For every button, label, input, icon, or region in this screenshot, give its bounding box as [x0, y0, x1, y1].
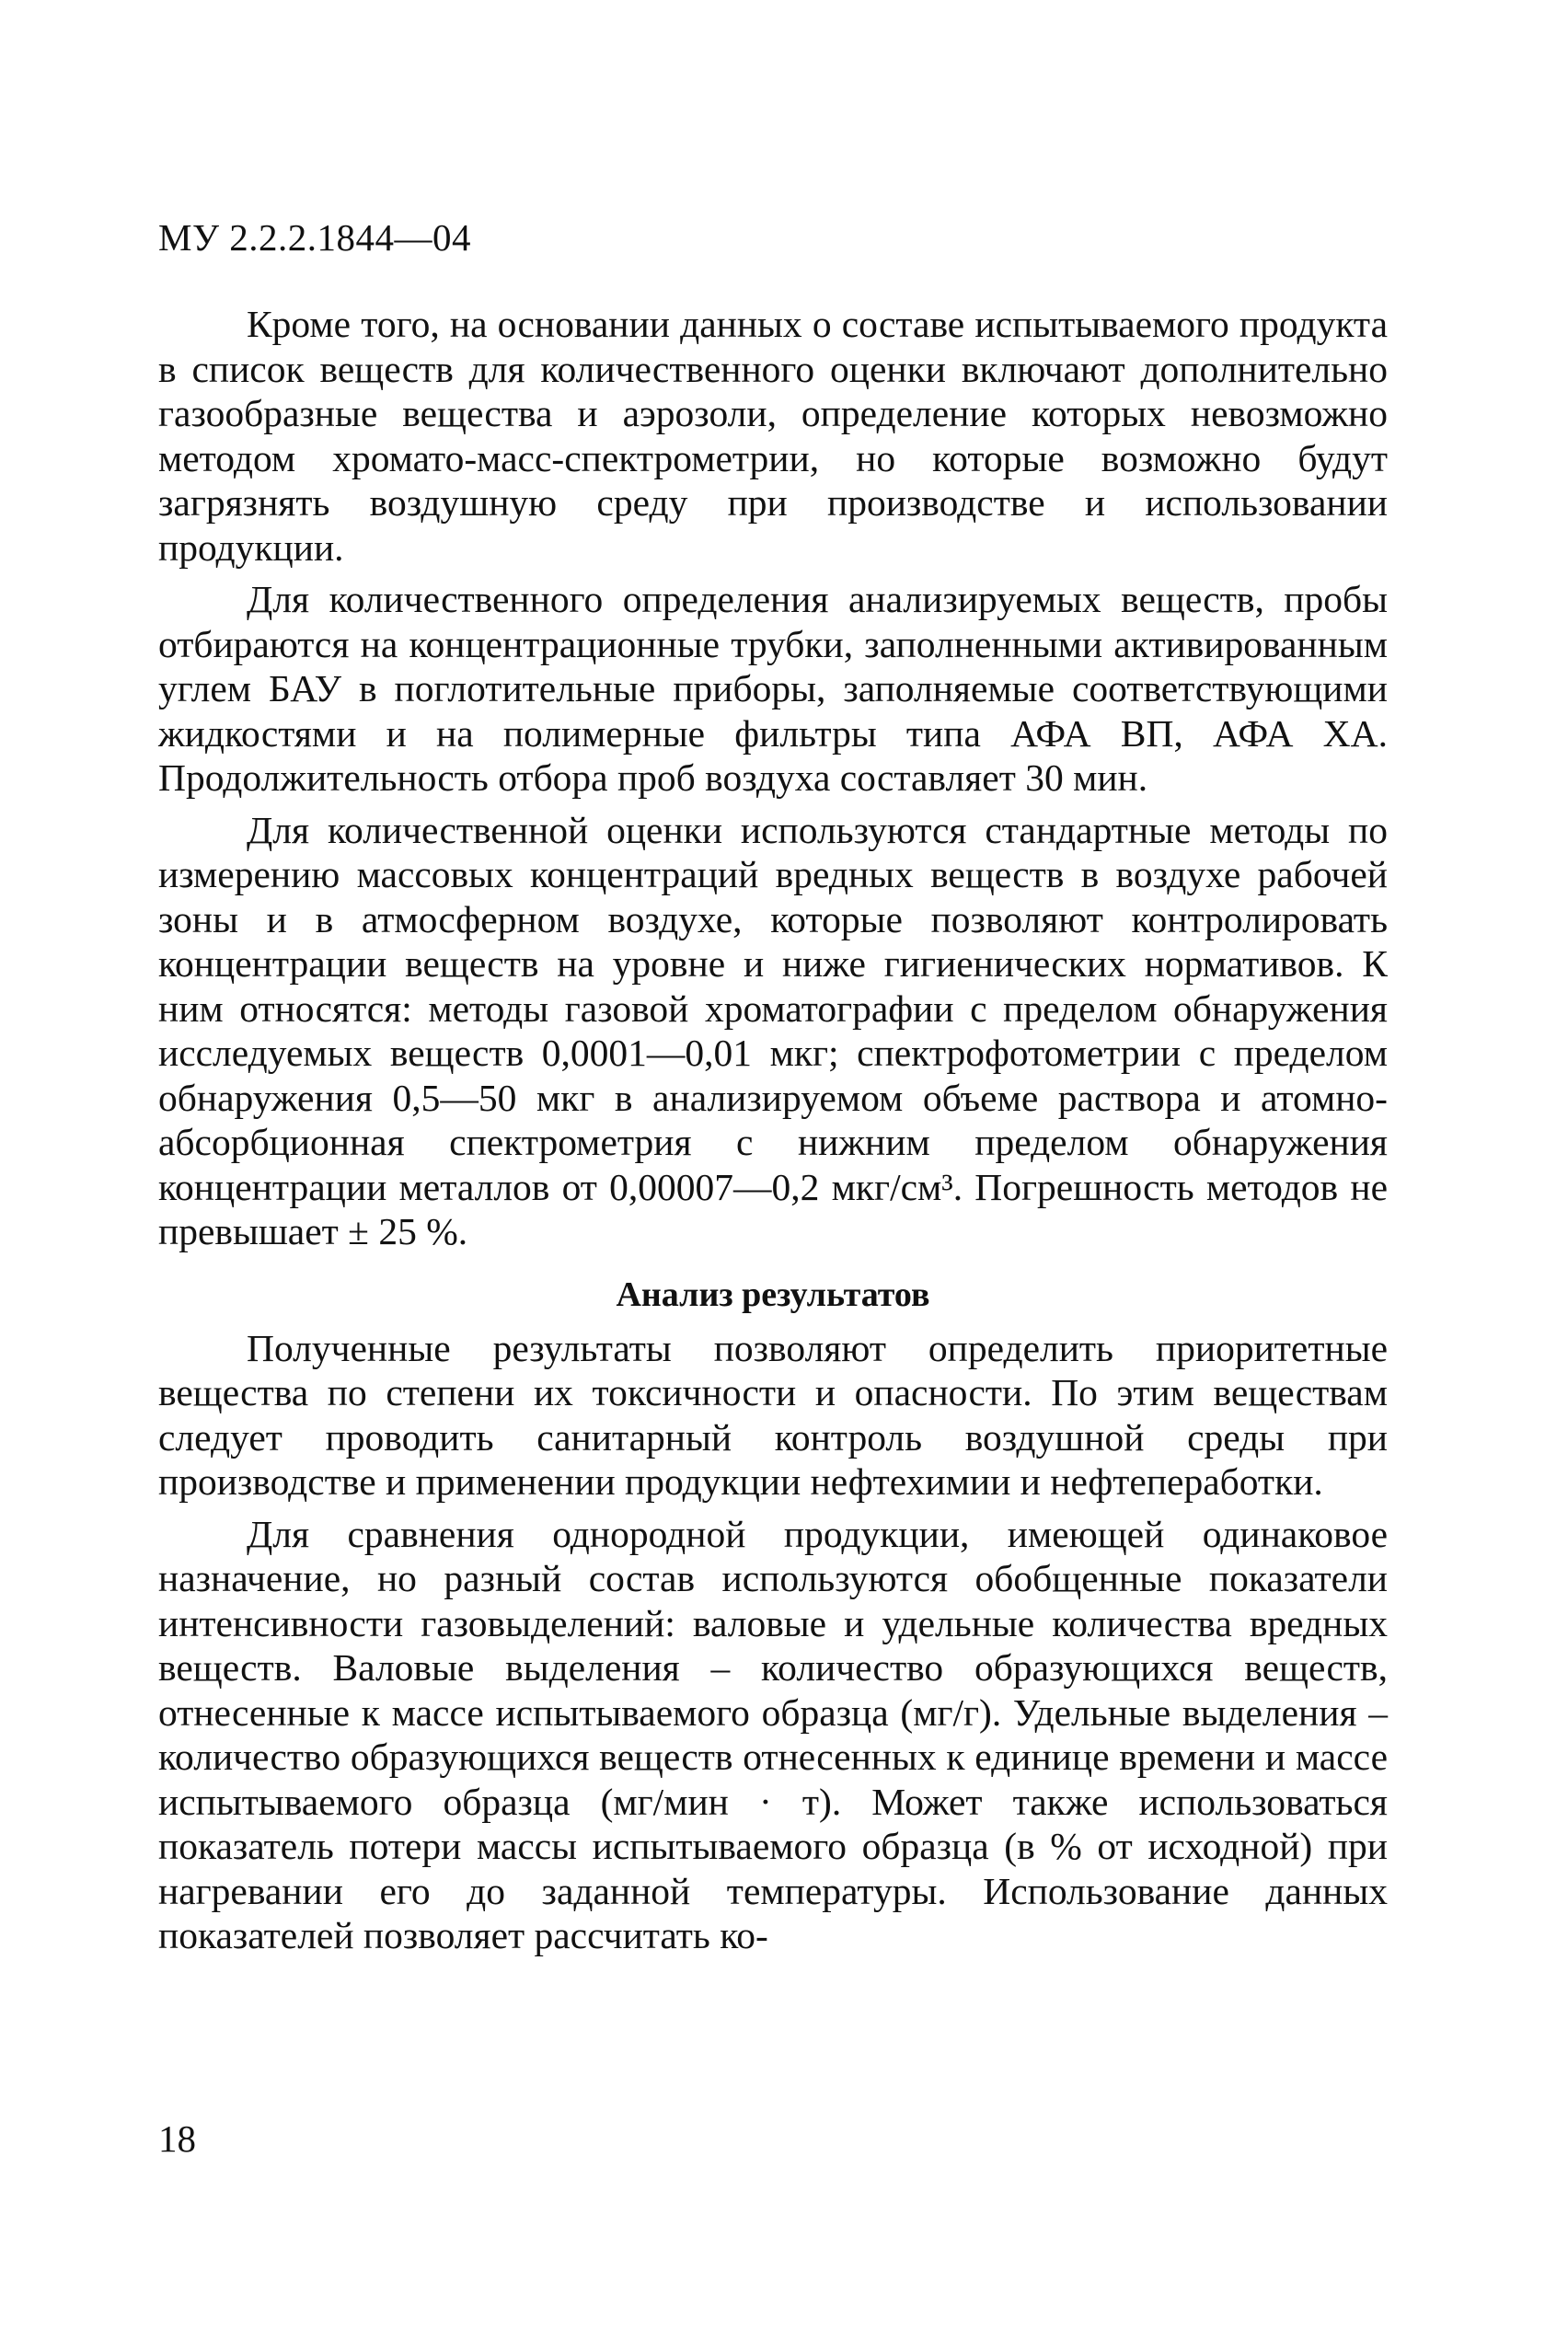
page-number: 18	[158, 2117, 196, 2160]
document-body	[158, 302, 1388, 1958]
paragraph-sampling: Для количественного определения анализируемых веществ, пробы отбираются на концентрационные трубки, заполненными активированным углем БАУ в поглотительные приборы, заполняемые соответствующими жидкостями и на полимерные фильтры типа АФА ВП, АФА ХА. Продолжительность отбора проб воздуха составляет 30 мин.	[158, 578, 1388, 799]
document-code-header: МУ 2.2.2.1844—04	[158, 216, 471, 259]
paragraph-priority-substances: Полученные результаты позволяют определить приоритетные вещества по степени их токсичности и опасности. По этим веществам следует проводить санитарный контроль воздушной среды при производстве и применении продукции нефтехимии и нефтепеработки.	[158, 1326, 1388, 1503]
paragraph-quantitative-methods: Для количественной оценки используются стандартные методы по измерению массовых концентраций вредных веществ в воздухе рабочей зоны и в атмосферном воздухе, которые позволяют контролировать концентрации веществ на уровне и ниже гигиенических нормативов. К ним относятся: методы газовой хроматографии с пределом обнаружения исследуемых веществ 0,0001—0,01 мкг; спектрофотометрии с пределом обнаружения 0,5—50 мкг в анализируемом объеме раствора и атомно-абсорбционная спектрометрия с нижним пределом обнаружения концентрации металлов от 0,00007—0,2 мкг/см³. Погрешность методов не превышает ± 25 %.	[158, 808, 1388, 1252]
paragraph-additional-substances: Кроме того, на основании данных о составе испытываемого продукта в список веществ для количественного оценки включают дополнительно газообразные вещества и аэрозоли, определение которых невозможно методом хромато-масс-спектрометрии, но которые возможно будут загрязнять воздушную среду при производстве и использовании продукции.	[158, 303, 1388, 569]
paragraph-generalized-indicators: Для сравнения однородной продукции, имеющей одинаковое назначение, но разный состав используются обобщенные показатели интенсивности газовыделений: валовые и удельные количества вредных веществ. Валовые выделения – количество образующихся веществ, отнесенные к массе испытываемого образца (мг/г). Удельные выделения – количество образующихся веществ отнесенных к единице времени и массе испытываемого образца (мг/мин · т). Может также использоваться показатель потери массы испытываемого образца (в % от исходной) при нагревании его до заданной температуры. Использование данных показателей позволяет рассчитать ко-	[158, 1512, 1388, 1956]
section-heading-results-analysis: Анализ результатов	[616, 1275, 930, 1314]
